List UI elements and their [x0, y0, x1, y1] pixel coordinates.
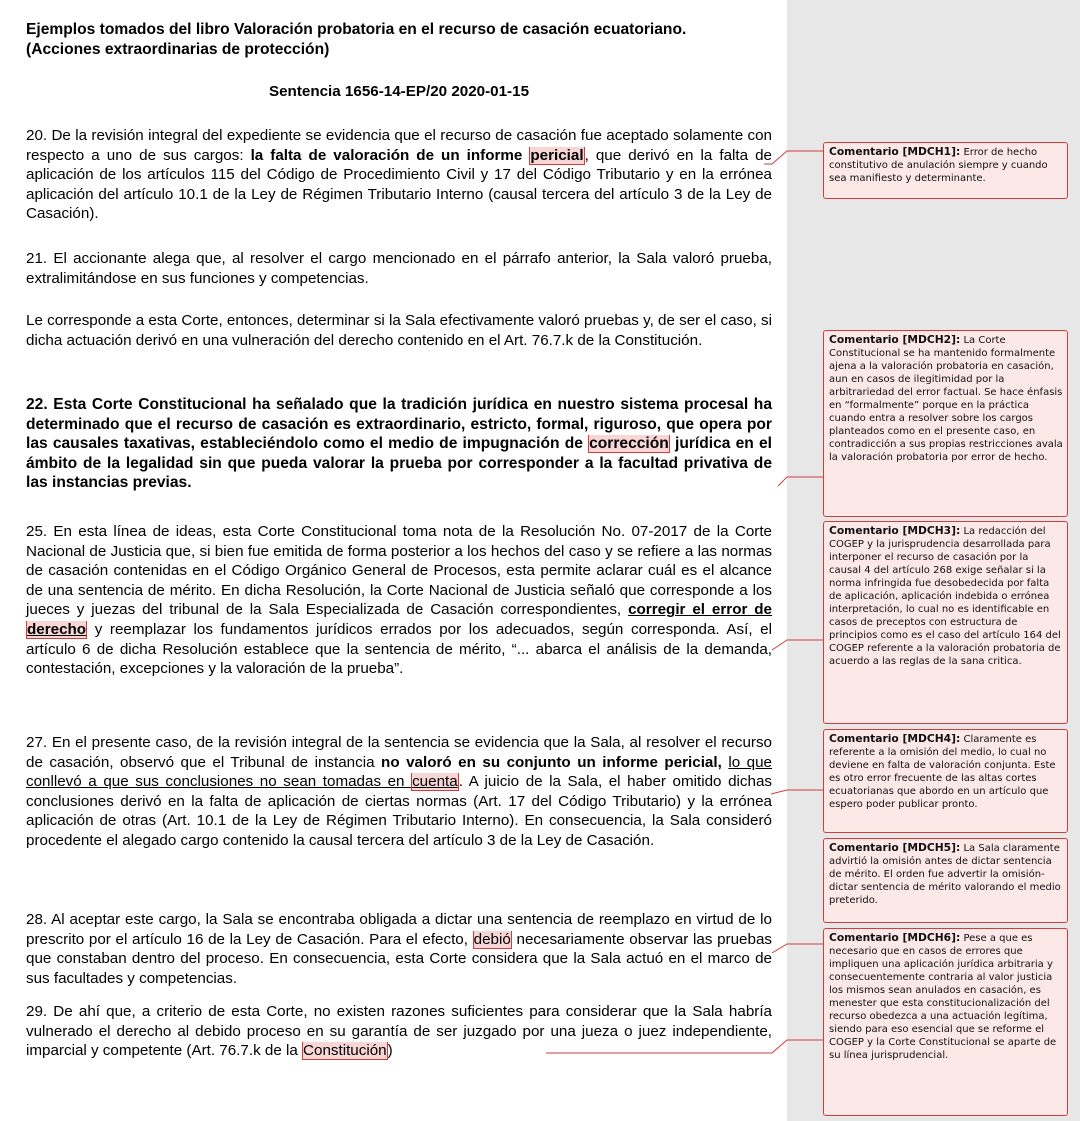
comment-mdch1[interactable] [823, 142, 1068, 199]
comment-text: Claramente es referente a la omisión del medio, lo cual no deviene en falta de valoración conjunta. Este es otro error frecuente de las altas cortes ecuatorianas que abordo en un artículo que espero poder publicar pronto. [829, 734, 1056, 810]
comment-mdch2[interactable] [823, 330, 1068, 517]
comment-anchor-mdch3[interactable]: derecho [27, 620, 87, 638]
p25-text-rest: y reemplazar los fundamentos jurídicos errados por los adecuados, según corresponda. Así, el artículo 6 de dicha Resolución establece que la sentencia de mérito, “... abarca el análisis de la demanda, contestación, excepciones y la valoración de la prueba”. [26, 620, 772, 678]
comment-text: Pese a que es necesario que en casos de errores que impliquen una aplicación jurídica arbitraria y consecuentemente contraria al valor justicia los mismos sean anulados en casación, es menester que esta constitucionalización del recurso obedezca a una actuación legítima, siendo para eso esencial que se reforme el COGEP y la Corte Constitucional se aparte de su línea jurisprudencial. [829, 933, 1057, 1061]
comment-text: La Corte Constitucional se ha mantenido formalmente ajena a la valoración probatoria en casación, aun en casos de ilegitimidad por la arbitrariedad del error factual. Se hace énfasis en “formalmente” porque en la práctica cuando entra a resolver sobre los cargos planteados como en el presente caso, en contradicción a sus propias restricciones avala la valoración probatoria por error de hecho. [829, 335, 1063, 463]
p29-text: 29. De ahí que, a criterio de esta Corte, no existen razones suficientes para considerar que la Sala habría vulnerado el derecho al debido proceso en su garantía de ser juzgado por una jueza o juez independiente, imparcial y competente (Art. 76.7.k de la [26, 1003, 772, 1060]
p27-underline: lo que conllevó a que sus conclusiones no sean tomadas en [26, 753, 772, 791]
title-line-2: (Acciones extraordinarias de protección) [26, 41, 330, 58]
comment-mdch4[interactable] [823, 729, 1068, 833]
comment-label: Comentario [MDCH2]: [829, 333, 961, 346]
comment-text: La redacción del COGEP y la jurisprudencia desarrollada para interponer el recurso de casación por la causal 4 del artículo 268 exige señalar si la norma infringida fue desobedecida por falta de aplicación, aplicación indebida o errónea interpretación, lo cual no es identificable en casos de preceptos con estructura de principios como es el caso del artículo 164 del COGEP referente a la valoración probatoria de acuerdo a las reglas de la sana critica. [829, 526, 1061, 667]
p25-text: 25. En esta línea de ideas, esta Corte Constitucional toma nota de la Resolución No. 07-2017 de la Corte Nacional de Justicia que, si bien fue emitida de forma posterior a los hechos del caso y se refiere a las normas de casación contenidas en el Código Orgánico General de Procesos, esta permite aclarar cuál es el alcance de una sentencia de mérito. En dicha Resolución, la Corte Nacional de Justicia señaló que corresponde a los jueces y juezas del tribunal de la Sala Especializada de Casación correspondientes, [26, 523, 772, 619]
comment-text: La Sala claramente advirtió la omisión antes de dictar sentencia de mérito. El orden fue advertir la omisión-dictar sentencia de mérito valorando el medio preterido. [829, 843, 1061, 906]
comment-label: Comentario [MDCH6]: [829, 931, 961, 944]
paragraph-27 [26, 733, 772, 851]
comment-anchor-mdch4[interactable]: cuenta [412, 773, 458, 791]
comment-mdch3[interactable] [823, 521, 1068, 724]
p25-bold-underline: corregir el error de [628, 601, 773, 619]
p20-bold: la falta de valoración de un informe [250, 146, 530, 164]
comment-label: Comentario [MDCH5]: [829, 841, 961, 854]
comment-label: Comentario [MDCH4]: [829, 732, 961, 745]
p27-bold: no valoró en su conjunto un informe pericial, [381, 753, 722, 771]
p22-text-rest: jurídica en el ámbito de la legalidad sin que pueda valorar la prueba por corresponder a la facultad privativa de las instancias previas. [26, 435, 772, 492]
comment-label: Comentario [MDCH1]: [829, 145, 961, 158]
paragraph-25 [26, 522, 772, 679]
title-line-1: Ejemplos tomados del libro Valoración probatoria en el recurso de casación ecuatoriano. [26, 21, 687, 38]
p20-text-rest: , que derivó en la falta de aplicación de los artículos 115 del Código de Procedimiento Civil y 17 del Código Tributario y en la errónea aplicación del artículo 10.1 de la Ley de Régimen Tributario Interno (causal tercera del artículo 3 de la Ley de Casación). [26, 146, 773, 223]
paragraph-21: 21. El accionante alega que, al resolver el cargo mencionado en el párrafo anterior, la Sala valoró prueba, extralimitándose en sus funciones y competencias. [26, 250, 772, 287]
comment-anchor-mdch2[interactable]: corrección [589, 435, 669, 453]
sentencia-heading: Sentencia 1656-14-EP/20 2020-01-15 [268, 83, 530, 100]
comment-anchor-mdch1[interactable]: pericial [530, 146, 584, 164]
p27-text-rest: . A juicio de la Sala, el haber omitido dichas conclusiones derivó en la falta de aplicación de ciertas normas (Art. 17 del Código Tributario) y la errónea aplicación de otras (Art. 10.1 de la Ley de Régimen Tributario Interno). En consecuencia, la Sala consideró procedente el alegado cargo contenido la causal tercera del artículo 3 de la Ley de Casación. [26, 773, 772, 849]
comment-anchor-mdch6[interactable]: Constitución [303, 1042, 387, 1060]
paragraph-28 [26, 910, 772, 988]
p28-text-rest: necesariamente observar las pruebas que constaban dentro del proceso. En consecuencia, esta Corte considera que la Sala actuó en el marco de sus facultades y competencias. [26, 930, 772, 987]
p29-text-rest: ) [387, 1042, 393, 1060]
comment-label: Comentario [MDCH3]: [829, 524, 961, 537]
paragraph-29 [26, 1002, 772, 1061]
comment-mdch5[interactable] [823, 838, 1068, 923]
comment-anchor-mdch5[interactable]: debió [473, 930, 511, 948]
p20-text: 20. De la revisión integral del expediente se evidencia que el recurso de casación fue aceptado solamente con respecto a uno de sus cargos: [26, 127, 772, 164]
comment-text: Error de hecho constitutivo de anulación siempre y cuando sea manifiesto y determinante. [829, 147, 1048, 184]
paragraph-20 [26, 126, 772, 224]
document-title [26, 20, 772, 60]
comment-mdch6[interactable] [823, 928, 1068, 1116]
paragraph-le-corresponde: Le corresponde a esta Corte, entonces, determinar si la Sala efectivamente valoró pruebas y, de ser el caso, si dicha actuación derivó en una vulneración del derecho contenido en el Art. 76.7.k de la Constitución. [26, 312, 772, 349]
p27-text: 27. En el presente caso, de la revisión integral de la sentencia se evidencia que la Sala, al resolver el recurso de casación, observó que el Tribunal de instancia [26, 734, 772, 771]
p28-text: 28. Al aceptar este cargo, la Sala se encontraba obligada a dictar una sentencia de reemplazo en virtud de lo prescrito por el artículo 16 de la Ley de Casación. Para el efecto, [26, 911, 772, 948]
p22-text: 22. Esta Corte Constitucional ha señalado que la tradición jurídica en nuestro sistema procesal ha determinado que el recurso de casación es extraordinario, estricto, formal, riguroso, que opera por las causales taxativas, estableciéndolo como el medio de impugnación de [26, 396, 772, 453]
paragraph-22 [26, 395, 772, 493]
